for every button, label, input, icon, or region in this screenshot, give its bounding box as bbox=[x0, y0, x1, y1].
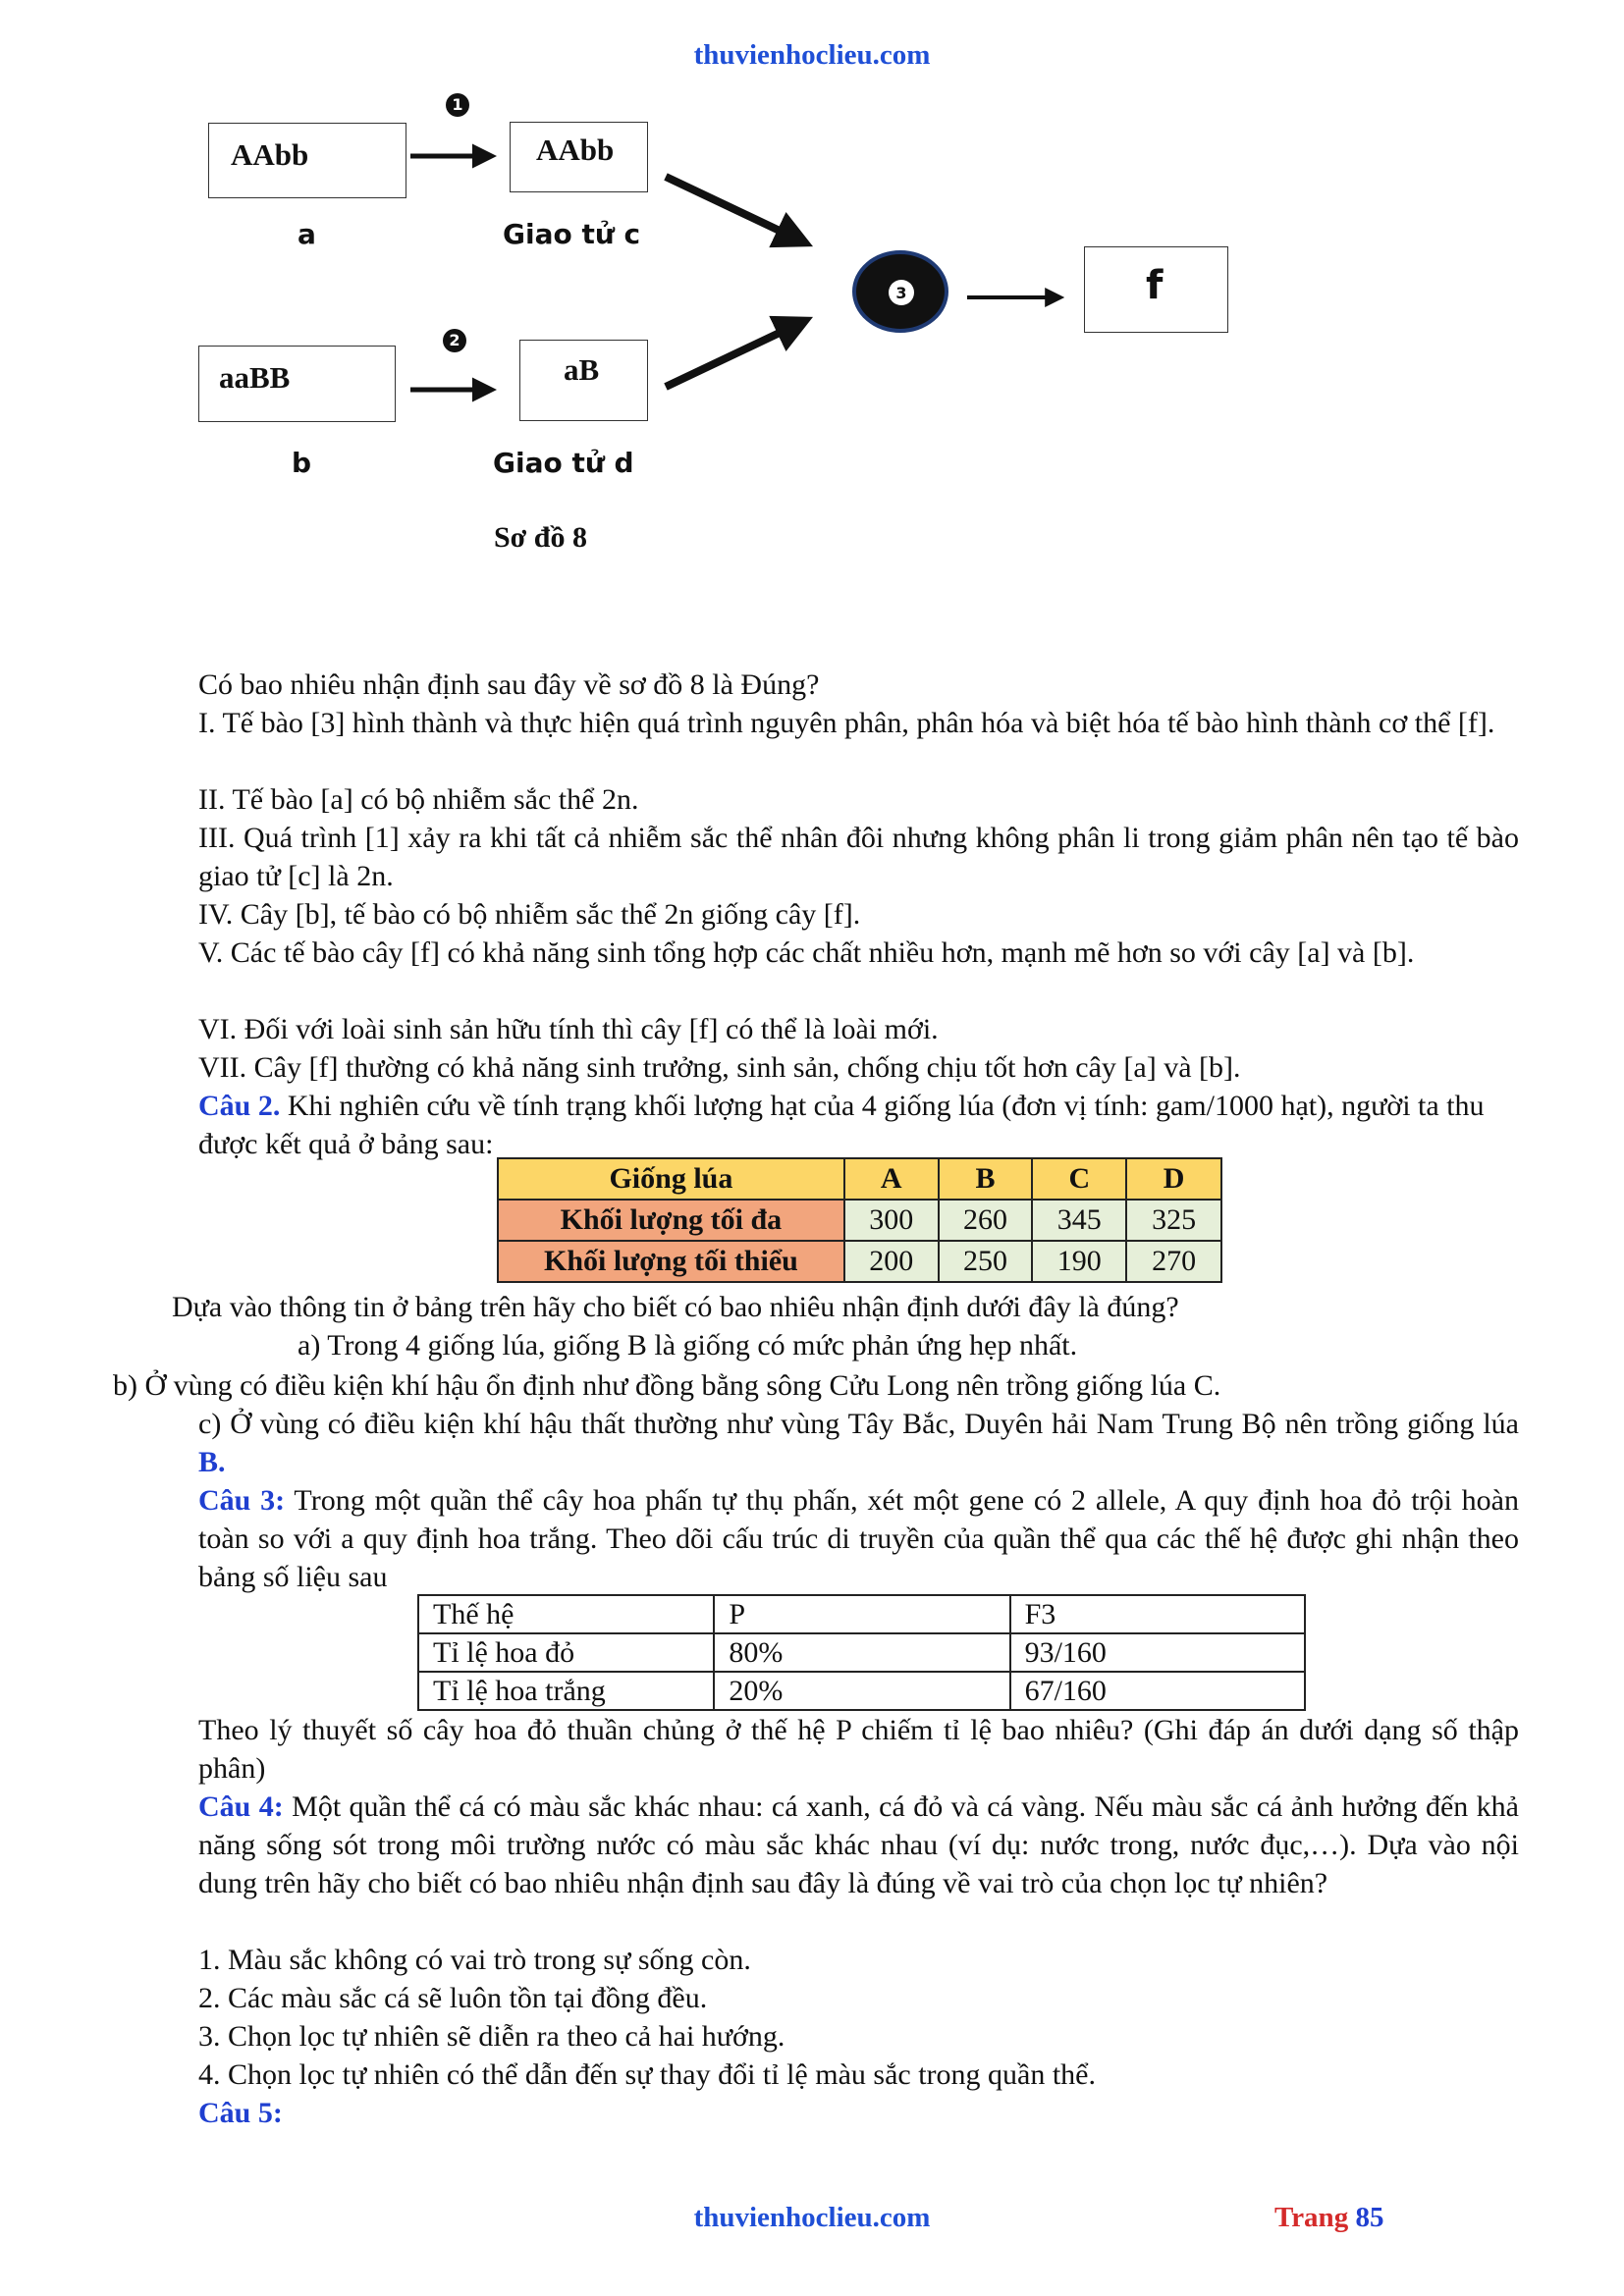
q2-statement-c-answer: B. bbox=[198, 1446, 226, 1478]
q1-item-3: III. Quá trình [1] xảy ra khi tất cả nhiễm sắc thể nhân đôi nhưng không phân li trong giảm phân nên tạo tế bào giao tử [c] là 2n. bbox=[198, 822, 1519, 892]
q2-statement-c bbox=[198, 1405, 1519, 1481]
q2-statement-c-text: c) Ở vùng có điều kiện khí hậu thất thường như vùng Tây Bắc, Duyên hải Nam Trung Bộ nên trồng giống lúa bbox=[198, 1408, 1519, 1440]
box-c-text: AAbb bbox=[536, 133, 615, 167]
step-1-marker: 1 bbox=[446, 93, 469, 117]
q4-item-4: 4. Chọn lọc tự nhiên có thể dẫn đến sự thay đổi tỉ lệ màu sắc trong quần thể. bbox=[198, 2058, 1096, 2091]
table-cell: 190 bbox=[1032, 1241, 1126, 1282]
row-header: Khối lượng tối đa bbox=[498, 1200, 844, 1241]
q3-paragraph bbox=[198, 1481, 1519, 1596]
table-row bbox=[498, 1241, 1221, 1282]
table-cell: 250 bbox=[939, 1241, 1033, 1282]
diagram-caption: Sơ đồ 8 bbox=[494, 521, 587, 554]
table-header: D bbox=[1126, 1158, 1221, 1200]
box-b-text: aaBB bbox=[219, 360, 291, 395]
q2-statement-b: b) Ở vùng có điều kiện khí hậu ổn định như đồng bằng sông Cửu Long nên trồng giống lúa C. bbox=[113, 1369, 1221, 1402]
footer-page-word: Trang bbox=[1274, 2202, 1349, 2233]
q1-item-4: IV. Cây [b], tế bào có bộ nhiễm sắc thể 2n giống cây [f]. bbox=[198, 898, 861, 931]
q2-text: Khi nghiên cứu về tính trạng khối lượng hạt của 4 giống lúa (đơn vị tính: gam/1000 hạt), người ta thu được kết quả ở bảng sau: bbox=[198, 1090, 1485, 1160]
header-site: thuvienhoclieu.com bbox=[693, 39, 931, 71]
q1-item-6: VI. Đối với loài sinh sản hữu tính thì cây [f] có thể là loài mới. bbox=[198, 1013, 939, 1045]
q1-item-5: V. Các tế bào cây [f] có khả năng sinh tổng hợp các chất nhiều hơn, mạnh mẽ hơn so với cây [a] và [b]. bbox=[198, 936, 1415, 969]
table-header: Thế hệ bbox=[418, 1595, 714, 1633]
q4-text: Một quần thể cá có màu sắc khác nhau: cá xanh, cá đỏ và cá vàng. Nếu màu sắc cá ảnh hưởng đến khả năng sống sót trong môi trường nước có màu sắc khác nhau (ví dụ: nước trong, nước đục,…). Dựa vào nội dung trên hãy cho biết có bao nhiêu nhận định sau đây là đúng về vai trò của chọn lọc tự nhiên? bbox=[198, 1790, 1520, 1899]
label-a: a bbox=[298, 218, 316, 250]
row-header: Tỉ lệ hoa đỏ bbox=[418, 1633, 714, 1672]
arrow-c-to-zygote bbox=[666, 177, 800, 240]
q1-item-7: VII. Cây [f] thường có khả năng sinh trưởng, sinh sản, chống chịu tốt hơn cây [a] và [b]. bbox=[198, 1051, 1241, 1084]
rice-weight-table bbox=[497, 1157, 1222, 1283]
flower-color-table bbox=[417, 1594, 1306, 1711]
table-cell: 200 bbox=[844, 1241, 939, 1282]
q3-question: Theo lý thuyết số cây hoa đỏ thuần chủng ở thế hệ P chiếm tỉ lệ bao nhiêu? (Ghi đáp án dưới dạng số thập phân) bbox=[198, 1714, 1519, 1785]
q2-label: Câu 2. bbox=[198, 1090, 281, 1122]
table-cell: 260 bbox=[939, 1200, 1033, 1241]
table-header: F3 bbox=[1010, 1595, 1305, 1633]
diagram-arrows bbox=[0, 0, 1624, 510]
q1-intro: Có bao nhiêu nhận định sau đây về sơ đồ 8 là Đúng? bbox=[198, 668, 820, 701]
q2-paragraph bbox=[198, 1087, 1519, 1163]
footer-site: thuvienhoclieu.com bbox=[693, 2202, 931, 2233]
q4-paragraph bbox=[198, 1788, 1519, 1902]
q4-item-1: 1. Màu sắc không có vai trò trong sự sống còn. bbox=[198, 1944, 751, 1976]
table-row bbox=[418, 1633, 1305, 1672]
arrow-d-to-zygote bbox=[666, 323, 800, 387]
q2-statement-a: a) Trong 4 giống lúa, giống B là giống có mức phản ứng hẹp nhất. bbox=[298, 1329, 1078, 1362]
table-header: B bbox=[939, 1158, 1033, 1200]
step-2-marker: 2 bbox=[443, 329, 466, 352]
table-header: Giống lúa bbox=[498, 1158, 844, 1200]
footer-page-number: 85 bbox=[1355, 2202, 1384, 2233]
table-header-row bbox=[498, 1158, 1221, 1200]
q2-prompt: Dựa vào thông tin ở bảng trên hãy cho biết có bao nhiêu nhận định dưới đây là đúng? bbox=[172, 1291, 1179, 1323]
row-header: Tỉ lệ hoa trắng bbox=[418, 1672, 714, 1710]
table-cell: 67/160 bbox=[1010, 1672, 1305, 1710]
table-cell: 325 bbox=[1126, 1200, 1221, 1241]
table-cell: 80% bbox=[714, 1633, 1009, 1672]
q4-item-3: 3. Chọn lọc tự nhiên sẽ diễn ra theo cả hai hướng. bbox=[198, 2020, 785, 2053]
q3-text: Trong một quần thể cây hoa phấn tự thụ phấn, xét một gene có 2 allele, A quy định hoa đỏ trội hoàn toàn so với a quy định hoa trắng. Theo dõi cấu trúc di truyền của quần thể qua các thế hệ được ghi nhận theo bảng số liệu sau bbox=[198, 1484, 1519, 1593]
table-cell: 345 bbox=[1032, 1200, 1126, 1241]
table-cell: 270 bbox=[1126, 1241, 1221, 1282]
box-d-text: aB bbox=[564, 352, 600, 387]
table-cell: 300 bbox=[844, 1200, 939, 1241]
label-b: b bbox=[292, 447, 312, 479]
box-a-text: AAbb bbox=[231, 137, 309, 172]
label-gamete-d: Giao tử d bbox=[493, 447, 634, 479]
table-header: A bbox=[844, 1158, 939, 1200]
footer-page bbox=[1274, 2202, 1383, 2234]
box-f-text: f bbox=[1146, 263, 1164, 308]
row-header: Khối lượng tối thiểu bbox=[498, 1241, 844, 1282]
table-cell: 93/160 bbox=[1010, 1633, 1305, 1672]
q1-item-2: II. Tế bào [a] có bộ nhiễm sắc thể 2n. bbox=[198, 783, 639, 816]
table-header-row bbox=[418, 1595, 1305, 1633]
table-header: C bbox=[1032, 1158, 1126, 1200]
table-cell: 20% bbox=[714, 1672, 1009, 1710]
q4-item-2: 2. Các màu sắc cá sẽ luôn tồn tại đồng đều. bbox=[198, 1982, 708, 2014]
zygote-number: 3 bbox=[895, 284, 907, 302]
q5-label: Câu 5: bbox=[198, 2097, 283, 2129]
label-gamete-c: Giao tử c bbox=[503, 218, 641, 250]
q1-item-1: I. Tế bào [3] hình thành và thực hiện quá trình nguyên phân, phân hóa và biệt hóa tế bào hình thành cơ thể [f]. bbox=[198, 707, 1495, 739]
q3-label: Câu 3: bbox=[198, 1484, 286, 1517]
q4-label: Câu 4: bbox=[198, 1790, 284, 1823]
table-row bbox=[498, 1200, 1221, 1241]
table-row bbox=[418, 1672, 1305, 1710]
table-header: P bbox=[714, 1595, 1009, 1633]
